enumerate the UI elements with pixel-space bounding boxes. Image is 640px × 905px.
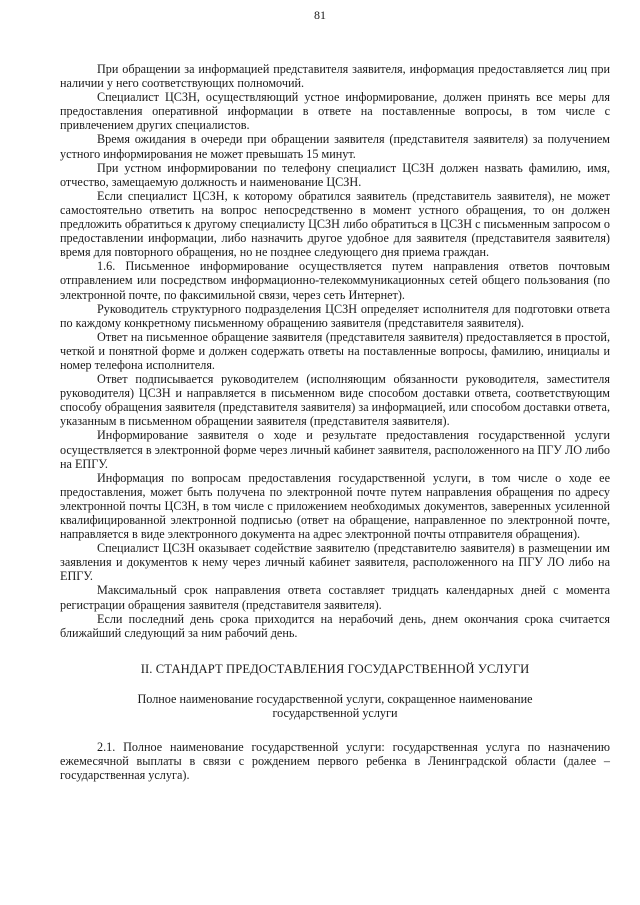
section-subtitle: Полное наименование государственной услуги, сокращенное наименование государственной услуги [137,691,533,721]
paragraph: Специалист ЦСЗН, осуществляющий устное информирование, должен принять все меры для предоставления оперативной информации в ответе на поставленные вопросы, в том числе с привлечением других специалистов. [60,90,610,133]
paragraph: Ответ подписывается руководителем (исполняющим обязанности руководителя, заместителя руководителя) ЦСЗН и направляется в письменном виде способом доставки ответа, соответствующим способу обращения заявителя (представителя заявителя) за информацией, или способом доставки ответа, указанным в письменном обращении заявителя (представителя заявителя). [60,372,610,429]
paragraph: Время ожидания в очереди при обращении заявителя (представителя заявителя) за получением устного информирования не может превышать 15 минут. [60,132,610,161]
paragraph: При обращении за информацией представителя заявителя, информация предоставляется лиц при наличии у него соответствующих полномочий. [60,62,610,91]
page-number: 81 [314,8,326,22]
paragraph: Информация по вопросам предоставления государственной услуги, в том числе о ходе ее предоставления, может быть получена по электронной почте путем направления обращения по адресу электронной почты ЦСЗН, в том числе с приложением необходимых документов, заверенных усиленной квалифицированной электронной подписью (ответ на обращение, направленное по электронной почте, направляется в виде электронного документа на адрес электронной почты отправителя обращения). [60,470,610,542]
paragraph: При устном информировании по телефону специалист ЦСЗН должен назвать фамилию, имя, отчество, замещаемую должность и наименование ЦСЗН. [60,160,610,189]
paragraph: Если последний день срока приходится на нерабочий день, днем окончания срока считается ближайший следующий за ним рабочий день. [60,611,610,640]
paragraph: 1.6. Письменное информирование осуществляется путем направления ответов почтовым отправлением или посредством информационно-телекоммуникационных сетей общего пользования (по электронной почте, по факсимильной связи, через сеть Интернет). [60,259,610,302]
paragraph: Специалист ЦСЗН оказывает содействие заявителю (представителю заявителя) в размещении им заявления и документов к нему через личный кабинет заявителя, расположенного на ПГУ ЛО либо на ЕПГУ. [60,541,610,584]
paragraph: Максимальный срок направления ответа составляет тридцать календарных дней с момента регистрации обращения заявителя (представителя заявителя). [60,583,610,612]
paragraph: Ответ на письменное обращение заявителя (представителя заявителя) предоставляется в простой, четкой и понятной форме и должен содержать ответы на поставленные вопросы, фамилию, инициалы и номер телефона исполнителя. [60,329,610,372]
document-body [60,62,610,782]
paragraph: 2.1. Полное наименование государственной услуги: государственная услуга по назначению ежемесячной выплаты в связи с рождением первого ребенка в Ленинградской области (далее – государственная услуга). [60,740,610,783]
paragraph: Информирование заявителя о ходе и результате предоставления государственной услуги осуществляется в электронной форме через личный кабинет заявителя, расположенного на ПГУ ЛО либо на ЕПГУ. [60,428,610,471]
section-title: II. СТАНДАРТ ПРЕДОСТАВЛЕНИЯ ГОСУДАРСТВЕННОЙ УСЛУГИ [140,661,530,676]
paragraph: Если специалист ЦСЗН, к которому обратился заявитель (представитель заявителя), не может самостоятельно ответить на вопрос непосредственно в момент устного обращения, то он должен предложить обратиться к другому специалисту ЦСЗН либо обратиться в ЦСЗН с письменным запросом о предоставлении информации, либо назначить другое удобное для заявителя (представителя заявителя) время для повторного обращения, но не позднее следующего дня приема граждан. [60,188,610,260]
paragraph: Руководитель структурного подразделения ЦСЗН определяет исполнителя для подготовки ответа по каждому конкретному письменному обращению заявителя (представителя заявителя). [60,301,610,330]
